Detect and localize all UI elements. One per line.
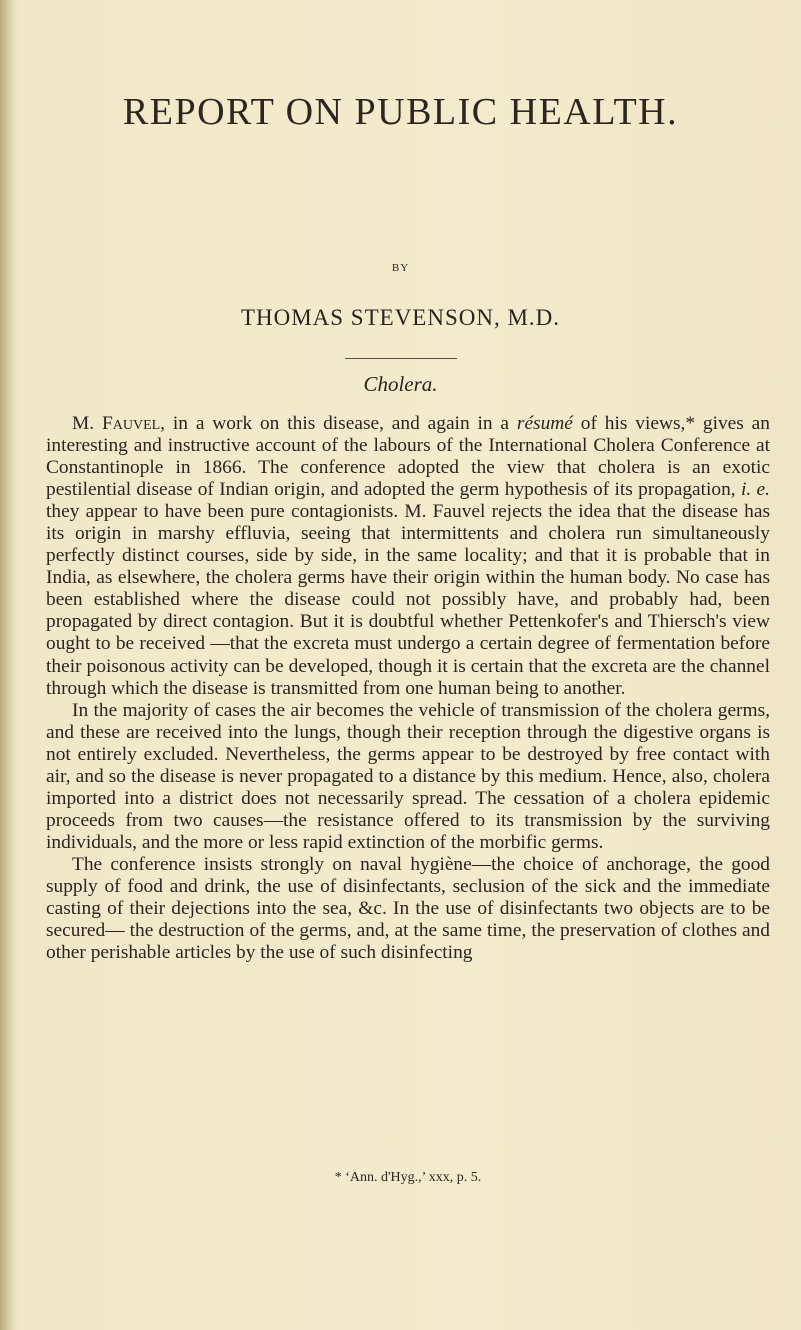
paragraph-2: In the majority of cases the air becomes the vehicle of transmission of the cholera germs, and these are received into the lungs, though their reception through the digestive organs is not entirely excluded. Nevertheless, the germs appear to be destroyed by free contact with air, and so the disease is never propagated to a distance by this medium. Hence, also, cholera imported into a district does not necessarily spread. The cessation of a cholera epidemic proceeds from two causes—the resistance offered to its transmission by the surviving individuals, and the more or less rapid extinction of the morbific germs. xyxy=(46,699,770,853)
report-title: REPORT ON PUBLIC HEALTH. xyxy=(122,91,679,133)
byline-by: BY xyxy=(391,262,410,274)
article-body xyxy=(46,413,770,964)
ie-italic: i. e. xyxy=(740,479,771,501)
paragraph-1-text-c: they appear to have been pure contagionists. M. Fauvel rejects the idea that the disease has its origin in marshy effluvia, seeing that intermittents and cholera run simultaneously perfectly distinct courses, side by side, in the same locality; and that it is probable that in India, as elsewhere, the cholera germs have their origin within the human body. No case has been established where the disease could not possibly have, and probably had, been propagated by direct contagion. But it is doubtful whether Pettenkofer's and Thiersch's view ought to be received —that the excreta must undergo a certain degree of fermentation before their poisonous activity can be developed, though it is certain that the excreta are the channel through which the disease is transmitted from one human being to another. xyxy=(46,501,770,699)
paragraph-1-text-b: of his views,* gives an interesting and instructive account of the labours of the International Cholera Conference at Constantinople in 1866. The conference adopted the view that cholera is an exotic pestilential disease of Indian origin, and adopted the germ hypothesis of its propagation, xyxy=(46,413,770,501)
paragraph-1-text-a: in a work on this disease, and again in a xyxy=(165,413,517,434)
resume-italic: résumé xyxy=(516,413,573,434)
paragraph-3: The conference insists strongly on naval hygiène—the choice of anchorage, the good supply of food and drink, the use of disinfectants, seclusion of the sick and the immediate casting of their dejections into the sea, &c. In the use of disinfectants two objects are to be secured— the destruction of the germs, and, at the same time, the preservation of clothes and other perishable articles by the use of such disinfecting xyxy=(46,853,770,964)
lead-initial: M. xyxy=(72,413,95,434)
author-name: THOMAS STEVENSON, M.D. xyxy=(240,305,561,330)
binding-shadow xyxy=(0,0,14,1330)
footnote: * ‘Ann. d'Hyg.,’ xxx, p. 5. xyxy=(334,1170,482,1185)
title-divider xyxy=(345,358,457,359)
lead-name: Fauvel, xyxy=(101,413,166,434)
section-title: Cholera. xyxy=(363,372,438,396)
paragraph-1 xyxy=(46,413,770,700)
